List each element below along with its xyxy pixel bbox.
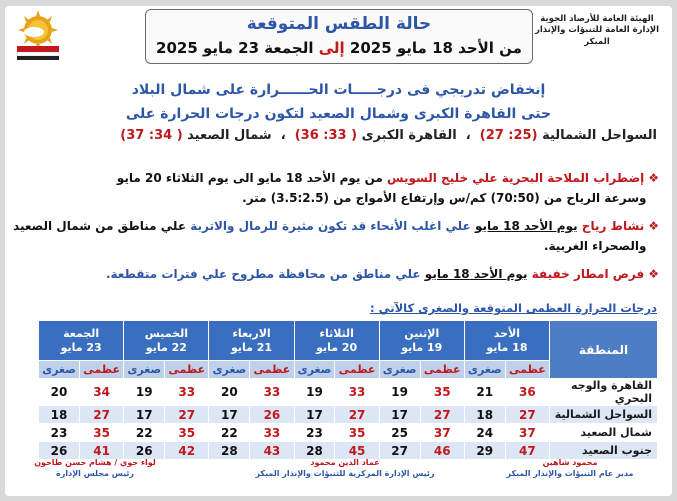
bulletin-title: حالة الطقس المتوقعة [246,14,432,34]
region-cell: السواحل الشمالية [550,406,658,424]
table-row: السواحل الشمالية 27 18 27 17 27 17 26 17 27 17 27 18 [39,406,658,424]
star-bullet-icon: ❖ [648,219,659,233]
temperature-summary-line: السواحل الشمالية (25: 27) ، القاهرة الكبرى ( 33: 36) ، شمال الصعيد ( 34: 37) [120,128,657,143]
bulletin-header [145,9,533,64]
temperature-forecast-table [38,320,658,460]
day-header: الاربعاء 21 مايو [209,321,294,361]
day-header: الثلاثاء 20 مايو [294,321,379,361]
table-row: القاهرة والوجه البحري 36 21 35 19 33 19 33 20 33 19 34 20 [39,379,658,406]
signature-chairman: لواء جوي / هشام حسن طاحون رئيس مجلس الإدارة [34,458,156,478]
forecast-summary: إنخفاض تدريجي فى درجـــــات الحــــــرارة على شمال البلاد حتى القاهرة الكبرى وشمال الصعيد لتكون درجات الحرارة على [125,82,552,122]
ema-logo [8,8,68,62]
table-row: شمال الصعيد 37 24 37 25 35 23 33 22 35 22 35 23 [39,424,658,442]
day-header: الإثنين 19 مايو [379,321,464,361]
table-row: جنوب الصعيد 47 29 46 27 45 28 43 28 42 26 41 26 [39,442,658,460]
region-cell: القاهرة والوجه البحري [550,379,658,406]
bulletin-date-range: من الأحد 18 مايو 2025 إلى الجمعة 23 مايو 2025 [156,39,522,57]
day-header: الجمعة 23 مايو [39,321,124,361]
max-min-subheader: عظمى صغرى عظمى صغرى عظمى صغرى عظمى صغرى عظمى صغرى عظمى صغرى [39,361,658,379]
region-cell: جنوب الصعيد [550,442,658,460]
region-cell: شمال الصعيد [550,424,658,442]
star-bullet-icon: ❖ [648,267,659,281]
bullet-rain-chance: ❖فرص امطار خفيفة يوم الأحد 18 مايو علي مناطق من محافظة مطروح علي فترات متقطعة. [105,267,659,281]
day-header: الأحد 18 مايو [464,321,549,361]
day-header: الخميس 22 مايو [124,321,209,361]
region-column-header: المنطقة [550,321,658,379]
organization-name: الهيئة العامة للأرصاد الجوية الإدارة العامة للتنبؤات والإنذار المبكر [534,14,660,47]
bullet-wind-activity: ❖نشاط رياح يوم الأحد 18 مايو علي اغلب الأنحاء قد تكون مثيرة للرمال والاتربة علي مناطق من شمال الصعيد والصحراء الغربية. [13,219,659,253]
signature-central-head: عماد الدين محمود رئيس الإدارة المركزية للتنبؤات والإنذار المبكر [255,458,435,478]
star-bullet-icon: ❖ [648,171,659,185]
signature-director: محمود شاهين مدير عام التنبؤات والإنذار المبكر [506,458,634,478]
bullet-marine-warning: ❖إضطراب الملاحة البحرية علي خليج السويس من يوم الأحد 18 مايو الى يوم الثلاثاء 20 مايو وسرعة الرياح من (70:50) كم/س وإرتفاع الأمواج من (3.5:2.5) متر. [116,171,659,205]
temperature-table-title: درجات الحرارة العظمى المتوقعة والصغرى كالآتي : [370,301,657,315]
